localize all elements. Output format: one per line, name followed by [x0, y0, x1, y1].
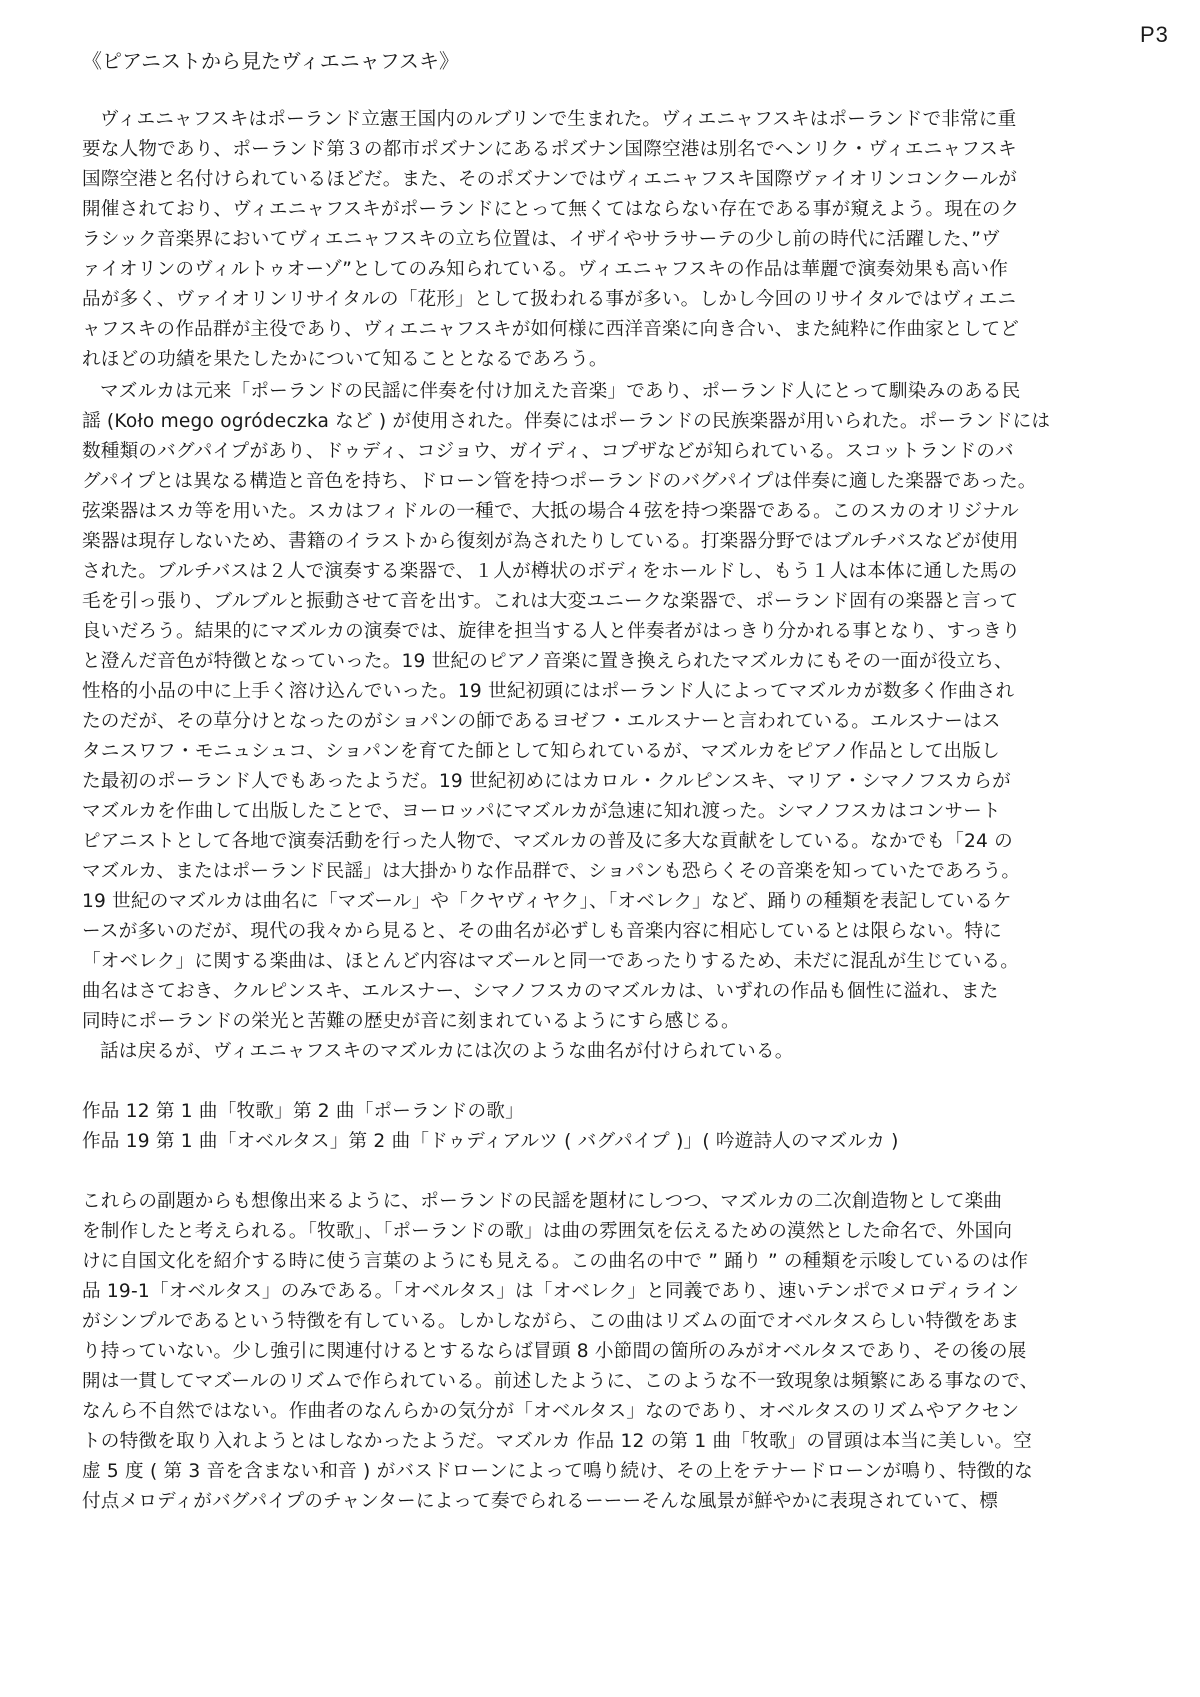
body-line: れほどの功績を果たしたかについて知ることとなるであろう。 — [82, 349, 608, 370]
body-line: 品が多く、ヴァイオリンリサイタルの「花形」として扱われる事が多い。しかし今回のリサイタルではヴィエニ — [82, 289, 1017, 310]
body-line: これらの副題からも想像出来るように、ポーランドの民謡を題材にしつつ、マズルカの二次創造物として楽曲 — [82, 1191, 1003, 1212]
body-line: 「オベレク」に関する楽曲は、ほとんど内容はマズールと同一であったりするため、未だに混乱が生じている。 — [82, 951, 1020, 972]
body-line: 毛を引っ張り、ブルブルと振動させて音を出す。これは大変ユニークな楽器で、ポーランド固有の楽器と言って — [82, 591, 1019, 612]
body-line: 作品 19 第 1 曲「オベルタス」第 2 曲「ドゥディアルツ ( バグパイプ )」( 吟遊詩人のマズルカ ) — [82, 1131, 899, 1152]
document-title: 《ピアニストから見たヴィエニャフスキ》 — [82, 49, 459, 73]
body-line: マズルカは元来「ポーランドの民謡に伴奏を付け加えた音楽」であり、ポーランド人にとって馴染みのある民 — [100, 381, 1021, 402]
body-line: された。ブルチバスは２人で演奏する楽器で、１人が樽状のボディをホールドし、もう１人は本体に通した馬の — [82, 561, 1018, 582]
body-line: ピアニストとして各地で演奏活動を行った人物で、マズルカの普及に多大な貢献をしている。なかでも「24 の — [82, 831, 1013, 852]
body-line: トの特徴を取り入れようとはしなかったようだ。マズルカ 作品 12 の第 1 曲「牧歌」の冒頭は本当に美しい。空 — [82, 1431, 1032, 1452]
body-line: 謡 (Koło mego ogródeczka など ) が使用された。伴奏にはポーランドの民族楽器が用いられた。ポーランドには — [82, 411, 1051, 432]
body-line: と澄んだ音色が特徴となっていった。19 世紀のピアノ音楽に置き換えられたマズルカにもその一面が役立ち、 — [82, 651, 1013, 672]
body-line: 開催されており、ヴィエニャフスキがポーランドにとって無くてはならない存在である事が窺えよう。現在のク — [82, 199, 1020, 220]
body-line: たのだが、その草分けとなったのがショパンの師であるヨゼフ・エルスナーと言われている。エルスナーはス — [82, 711, 1001, 732]
body-line: 19 世紀のマズルカは曲名に「マズール」や「クヤヴィヤク」、「オベレク」など、踊りの種類を表記しているケ — [82, 891, 1012, 912]
body-line: 話は戻るが、ヴィエニャフスキのマズルカには次のような曲名が付けられている。 — [100, 1041, 794, 1062]
body-line: ャフスキの作品群が主役であり、ヴィエニャフスキが如何様に西洋音楽に向き合い、また純粋に作曲家としてど — [82, 319, 1020, 340]
body-line: 国際空港と名付けられているほどだ。また、そのポズナンではヴィエニャフスキ国際ヴァイオリンコンクールが — [82, 169, 1018, 190]
body-line: 曲名はさておき、クルピンスキ、エルスナー、シマノフスカのマズルカは、いずれの作品も個性に溢れ、また — [82, 981, 999, 1002]
body-line: マズルカを作曲して出版したことで、ヨーロッパにマズルカが急速に知れ渡った。シマノフスカはコンサート — [82, 801, 1001, 822]
body-line: けに自国文化を紹介する時に使う言葉のようにも見える。この曲名の中で ” 踊り ” の種類を示唆しているのは作 — [82, 1251, 1029, 1272]
body-line: 要な人物であり、ポーランド第３の都市ポズナンにあるポズナン国際空港は別名でヘンリク・ヴィエニャフスキ — [82, 139, 1017, 160]
body-line: り持っていない。少し強引に関連付けるとするならば冒頭 8 小節間の箇所のみがオベルタスであり、その後の展 — [82, 1341, 1027, 1362]
body-line: 性格的小品の中に上手く溶け込んでいった。19 世紀初頭にはポーランド人によってマズルカが数多く作曲され — [82, 681, 1015, 702]
body-line: 数種類のバグパイプがあり、ドゥディ、コジョウ、ガイディ、コプザなどが知られている。スコットランドのバ — [82, 441, 1014, 462]
page-number: P3 — [1140, 22, 1169, 47]
body-line: 弦楽器はスカ等を用いた。スカはフィドルの一種で、大抵の場合４弦を持つ楽器である。このスカのオリジナル — [82, 501, 1019, 522]
body-line: マズルカ、またはポーランド民謡」は大掛かりな作品群で、ショパンも恐らくその音楽を知っていたであろう。 — [82, 861, 1021, 882]
body-line: 品 19-1「オベルタス」のみである。「オベルタス」は「オベレク」と同義であり、速いテンポでメロディライン — [82, 1281, 1020, 1302]
body-line: グパイプとは異なる構造と音色を持ち、ドローン管を持つポーランドのバグパイプは伴奏に適した楽器であった。 — [82, 471, 1037, 492]
body-line: 楽器は現存しないため、書籍のイラストから復刻が為されたりしている。打楽器分野ではブルチバスなどが使用 — [82, 531, 1019, 552]
body-line: 同時にポーランドの栄光と苦難の歴史が音に刻まれているようにすら感じる。 — [82, 1011, 740, 1032]
body-line: 良いだろう。結果的にマズルカの演奏では、旋律を担当する人と伴奏者がはっきり分かれる事となり、すっきり — [82, 621, 1021, 642]
body-line: 作品 12 第 1 曲「牧歌」第 2 曲「ポーランドの歌」 — [82, 1101, 524, 1122]
body-line: 虚 5 度 ( 第 3 音を含まない和音 ) がバスドローンによって鳴り続け、その上をテナードローンが鳴り、特徴的な — [82, 1461, 1033, 1482]
body-line: た最初のポーランド人でもあったようだ。19 世紀初めにはカロル・クルピンスキ、マリア・シマノフスカらが — [82, 771, 1011, 792]
body-line: ァイオリンのヴィルトゥオーゾ”としてのみ知られている。ヴィエニャフスキの作品は華麗で演奏効果も高い作 — [82, 259, 1008, 280]
body-line: 付点メロディがバグパイプのチャンターによって奏でられるーーーそんな風景が鮮やかに表現されていて、標 — [82, 1491, 999, 1512]
body-line: ラシック音楽界においてヴィエニャフスキの立ち位置は、イザイやサラサーテの少し前の時代に活躍した、”ヴ — [82, 229, 1000, 250]
body-line: なんら不自然ではない。作曲者のなんらかの気分が「オベルタス」なのであり、オベルタスのリズムやアクセン — [82, 1401, 1020, 1422]
body-line: ースが多いのだが、現代の我々から見ると、その曲名が必ずしも音楽内容に相応しているとは限らない。特に — [82, 921, 1002, 942]
body-line: ヴィエニャフスキはポーランド立憲王国内のルブリンで生まれた。ヴィエニャフスキはポーランドで非常に重 — [100, 109, 1017, 130]
body-line: を制作したと考えられる。「牧歌」、「ポーランドの歌」は曲の雰囲気を伝えるための漠然とした命名で、外国向 — [82, 1221, 1013, 1242]
body-line: タニスワフ・モニュシュコ、ショパンを育てた師として知られているが、マズルカをピアノ作品として出版し — [82, 741, 1000, 762]
body-line: 開は一貫してマズールのリズムで作られている。前述したように、このような不一致現象は頻繁にある事なので、 — [82, 1371, 1039, 1392]
body-line: がシンプルであるという特徴を有している。しかしながら、この曲はリズムの面でオベルタスらしい特徴をあま — [82, 1311, 1020, 1332]
